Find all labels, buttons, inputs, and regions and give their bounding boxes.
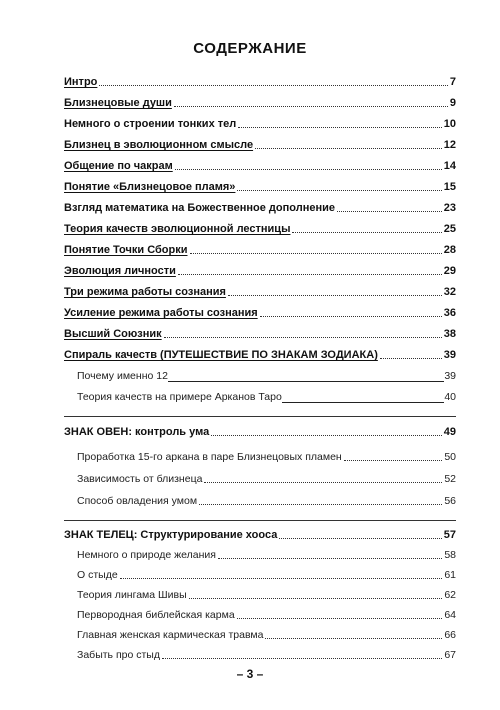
toc-page: 32 <box>443 286 456 298</box>
toc-label: Теория лингама Шивы <box>77 589 187 601</box>
toc-page: 64 <box>444 609 456 621</box>
toc-leader <box>178 274 442 275</box>
toc-label: Близнецовые души <box>64 97 172 109</box>
toc-page: 25 <box>443 223 456 235</box>
toc-leader <box>204 482 442 483</box>
toc-entry[interactable] <box>64 220 456 236</box>
toc-leader <box>260 316 442 317</box>
toc-entry[interactable] <box>64 94 456 110</box>
toc-page: 61 <box>444 569 456 581</box>
toc-leader <box>99 85 447 86</box>
toc-label: Близнец в эволюционном смысле <box>64 139 254 151</box>
toc-subentry[interactable] <box>77 388 456 404</box>
toc-page: 50 <box>444 451 456 463</box>
toc-leader <box>120 578 443 579</box>
toc-entry[interactable] <box>64 241 456 257</box>
toc-label: Усиление режима работы сознания <box>64 307 258 319</box>
toc-label: Главная женская кармическая травма <box>77 629 264 641</box>
toc-label: Высший Союзник <box>64 328 162 340</box>
toc-page: 23 <box>443 202 456 214</box>
toc-label: Спираль качеств (ПУТЕШЕСТВИЕ ПО ЗНАКАМ ЗОДИАКА) <box>64 349 378 361</box>
toc-leader <box>190 253 442 254</box>
toc-label: Понятие «Близнецовое пламя» <box>64 181 236 193</box>
toc-page: 7 <box>449 76 456 88</box>
toc-subentry[interactable] <box>77 367 456 383</box>
toc-leader <box>380 358 442 359</box>
toc-subentry[interactable] <box>77 586 456 602</box>
toc-leader <box>189 598 443 599</box>
toc-leader <box>174 106 448 107</box>
toc-leader <box>199 504 442 505</box>
toc-label: Забыть про стыд <box>77 649 160 661</box>
toc-label: Немного о природе желания <box>77 549 216 561</box>
toc-label: Теория качеств эволюционной лестницы <box>64 223 291 235</box>
toc-leader <box>255 148 442 149</box>
toc-leader <box>238 127 442 128</box>
toc-page: 58 <box>444 549 456 561</box>
toc-subentry[interactable] <box>77 448 456 464</box>
toc-entry[interactable] <box>64 199 456 215</box>
toc-entry[interactable] <box>64 157 456 173</box>
toc-leader <box>211 435 442 436</box>
toc-label: Немного о строении тонких тел <box>64 118 237 130</box>
toc-leader <box>162 658 442 659</box>
toc-leader <box>337 211 442 212</box>
toc-leader <box>175 169 442 170</box>
toc-page: 15 <box>443 181 456 193</box>
toc-label: ЗНАК ОВЕН: контроль ума <box>64 426 210 438</box>
toc-entry[interactable] <box>64 304 456 320</box>
toc-subentry[interactable] <box>77 470 456 486</box>
toc-leader <box>237 618 443 619</box>
toc-label: Эволюция личности <box>64 265 176 277</box>
toc-label: Почему именно 12 <box>77 370 168 382</box>
toc-page: 66 <box>444 629 456 641</box>
toc-page: 10 <box>443 118 456 130</box>
toc-page: 40 <box>444 391 456 403</box>
toc-label: Зависимость от близнеца <box>77 473 203 485</box>
toc-page: 39 <box>443 349 456 361</box>
toc-entry[interactable] <box>64 136 456 152</box>
toc-subentry[interactable] <box>77 492 456 508</box>
toc-page: 9 <box>449 97 456 109</box>
toc-page: 52 <box>444 473 456 485</box>
toc-subentry[interactable] <box>77 546 456 562</box>
toc-page: 12 <box>443 139 456 151</box>
toc-entry[interactable] <box>64 423 456 439</box>
toc-page: 28 <box>443 244 456 256</box>
toc-leader <box>282 402 445 403</box>
toc-leader <box>265 638 442 639</box>
toc-page: 62 <box>444 589 456 601</box>
toc-page: 49 <box>443 426 456 438</box>
toc-label: О стыде <box>77 569 118 581</box>
toc-leader <box>228 295 442 296</box>
toc-page: 67 <box>444 649 456 661</box>
toc-entry[interactable] <box>64 283 456 299</box>
toc-subentry[interactable] <box>77 626 456 642</box>
toc-entry[interactable] <box>64 346 456 362</box>
toc-leader <box>292 232 441 233</box>
toc-label: Проработка 15-го аркана в паре Близнецовых пламен <box>77 451 342 463</box>
toc-page: 29 <box>443 265 456 277</box>
toc-label: Интро <box>64 76 98 88</box>
toc-page: 57 <box>443 529 456 541</box>
toc-label: Общение по чакрам <box>64 160 173 172</box>
toc-page: 36 <box>443 307 456 319</box>
toc-label: Способ овладения умом <box>77 495 198 507</box>
toc-entry[interactable] <box>64 115 456 131</box>
toc-page: 38 <box>443 328 456 340</box>
toc-entry[interactable] <box>64 526 456 542</box>
toc-leader <box>237 190 441 191</box>
toc-subentry[interactable] <box>77 646 456 662</box>
toc-label: ЗНАК ТЕЛЕЦ: Структурирование хооса <box>64 529 278 541</box>
section-divider <box>64 520 456 521</box>
toc-leader <box>168 381 444 382</box>
toc-page: 39 <box>444 370 456 382</box>
toc-entry[interactable] <box>64 73 456 89</box>
toc-label: Теория качеств на примере Арканов Таро <box>77 391 282 403</box>
toc-leader <box>279 538 441 539</box>
page-number: – 3 – <box>236 667 264 681</box>
toc-subentry[interactable] <box>77 606 456 622</box>
toc-label: Взгляд математика на Божественное дополнение <box>64 202 335 214</box>
toc-entry[interactable] <box>64 325 456 341</box>
section-divider <box>64 416 456 417</box>
toc-label: Понятие Точки Сборки <box>64 244 188 256</box>
toc-leader <box>344 460 443 461</box>
toc-leader <box>164 337 442 338</box>
toc-leader <box>218 558 442 559</box>
toc-entry[interactable] <box>64 262 456 278</box>
toc-label: Первородная библейская карма <box>77 609 235 621</box>
toc-page: 56 <box>444 495 456 507</box>
toc-label: Три режима работы сознания <box>64 286 226 298</box>
toc-subentry[interactable] <box>77 566 456 582</box>
toc-entry[interactable] <box>64 178 456 194</box>
page-title: СОДЕРЖАНИЕ <box>193 40 307 57</box>
toc-page: 14 <box>443 160 456 172</box>
